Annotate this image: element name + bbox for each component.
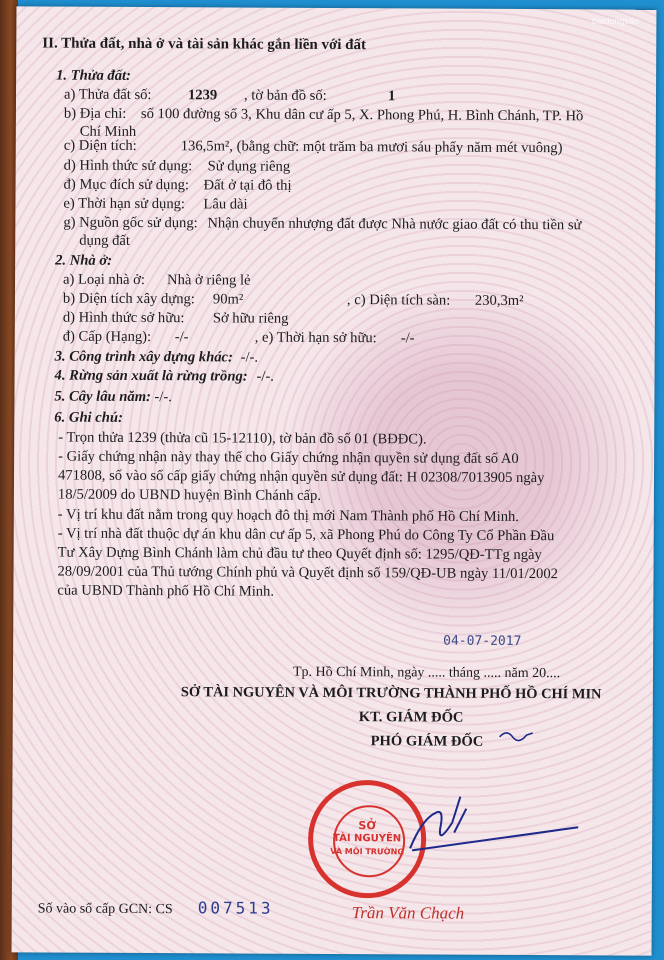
seal-line1: SỞ [358,819,376,833]
house-floor-area: 230,3m² [474,292,524,309]
land-term: Lâu dài [203,196,248,213]
land-origin-1: Nhận chuyển nhượng đất được Nhà nước giao đất có thu tiền sử [207,215,582,234]
signer-name: Trần Văn Chạch [351,903,465,923]
land-map-label: , tờ bản đồ số: [243,87,327,104]
house-term: -/- [400,330,415,347]
watermark: batdongsan [592,16,640,26]
house-dd-label: đ) Cấp (Hạng): [62,328,152,346]
house-ownership: Sở hữu riêng [212,310,289,327]
initials-signature [497,725,537,745]
land-title: 1. Thửa đất: [56,67,131,84]
place-date: Tp. Hồ Chí Minh, ngày ..... tháng ..... năm 20.... [292,664,561,682]
house-floor-label: , c) Diện tích sàn: [346,292,451,309]
note-3: - Vị trí khu đất nằm trong quy hoạch đô thị mới Nam Thành phố Hồ Chí Minh. [57,506,520,525]
land-map-number: 1 [387,88,396,105]
note-1: - Trọn thửa 1239 (thửa cũ 15-12110), tờ bản đồ số 01 (BĐĐC). [58,429,427,448]
note-4-line3: 28/09/2001 của Thủ tướng Chính phủ và Quyết định số 159/QĐ-UB ngày 11/01/2002 [57,563,558,583]
director-signature [392,788,592,869]
certificate-page [12,6,657,955]
section4-title: 4. Rừng sản xuất là rừng trồng: [54,367,248,385]
house-title: 2. Nhà ở: [55,252,113,269]
land-address-2: Chí Minh [79,123,137,140]
land-g-label: g) Nguồn gốc sử dụng: [63,214,198,232]
house-build-area: 90m² [212,291,244,308]
section-heading: II. Thửa đất, nhà ở và tài sản khác gắn liền với đất [42,35,367,54]
land-b-label: b) Địa chỉ: [63,105,127,122]
land-e-label: e) Thời hạn sử dụng: [63,195,186,213]
note-4-line4: của UBND Thành phố Hồ Chí Minh. [57,582,275,600]
house-grade: -/- [174,329,189,346]
note-4-line1: - Vị trí nhà đất thuộc dự án khu dân cư ấp 5, xã Phong Phú do Công Ty Cổ Phần Đầu [57,525,555,545]
note-4-line2: Tư Xây Dựng Bình Chánh làm chủ đầu tư theo Quyết định số: 1295/QĐ-TTg ngày [57,544,542,564]
land-a-label: a) Thửa đất số: [63,86,152,104]
note-2-line1: - Giấy chứng nhận này thay thế cho Giấy chứng nhận quyền sử dụng đất số A0 [58,448,519,467]
seal-line3: VÀ MÔI TRƯỜNG [330,846,404,857]
note-2-line2: 471808, số vào sổ cấp giấy chứng nhận quyền sử dụng đất: H 02308/7013905 ngày [57,467,545,487]
land-origin-2: dụng đất [79,232,130,249]
land-purpose: Đất ở tại đô thị [203,177,292,194]
house-e-label: , e) Thời hạn sở hữu: [254,329,377,347]
kt-director: KT. GIÁM ĐỐC [358,709,464,726]
section4-value: -/-. [256,368,275,385]
certificate-number: 007513 [197,898,274,918]
date-stamp: 04-07-2017 [443,633,522,649]
section5-title: 5. Cây lâu năm: [54,388,151,406]
deputy-director: PHÓ GIÁM ĐỐC [370,733,484,750]
land-d-label: d) Hình thức sử dụng: [63,157,193,175]
notes-title: 6. Ghi chú: [54,409,123,426]
seal-line2: TÀI NGUYÊN [333,833,402,845]
land-dd-label: đ) Mục đích sử dụng: [63,176,190,194]
land-parcel-number: 1239 [187,87,218,104]
house-type: Nhà ở riêng lẻ [167,272,251,289]
house-b-label: b) Diện tích xây dựng: [62,290,195,308]
footer-label: Số vào sổ cấp GCN: CS [37,901,173,918]
note-2-line3: 18/5/2009 do UBND huyện Bình Chánh cấp. [57,486,322,504]
house-a-label: a) Loại nhà ở: [63,271,145,289]
section3-value: -/-. [240,349,259,366]
land-address-1: số 100 đường số 3, Khu dân cư ấp 5, X. Phong Phú, H. Bình Chánh, TP. Hồ [140,105,584,125]
land-area: 136,5m², (bằng chữ: một trăm ba mươi sáu phẩy năm mét vuông) [180,138,563,157]
house-d-label: d) Hình thức sở hữu: [62,309,185,327]
land-use-form: Sử dụng riêng [207,158,291,175]
issuing-org: SỞ TÀI NGUYÊN VÀ MÔI TRƯỜNG THÀNH PHỐ HỒ CHÍ MIN [180,684,602,703]
land-c-label: c) Diện tích: [63,137,137,154]
section3-title: 3. Công trình xây dựng khác: [54,348,233,366]
section5-value: -/-. [154,389,172,406]
